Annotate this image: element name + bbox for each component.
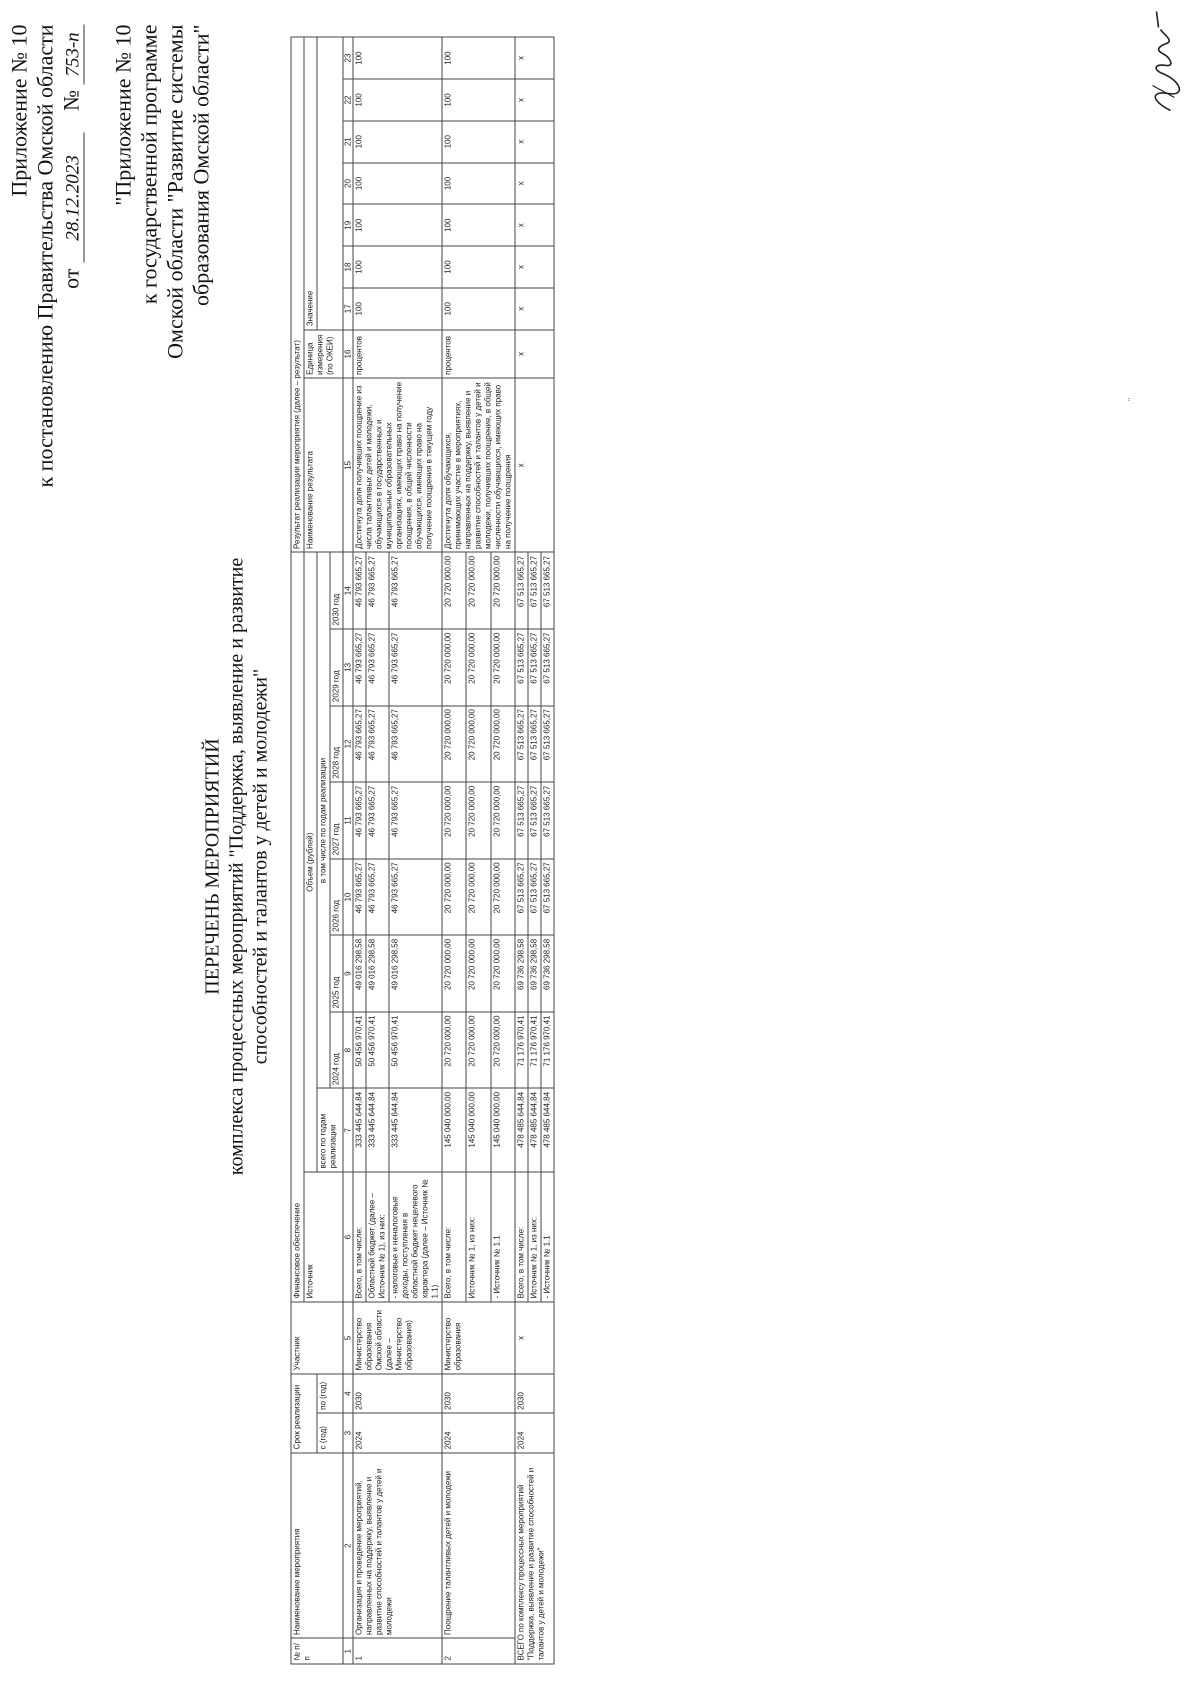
to-program: к государственной программе xyxy=(136,24,161,305)
result-value: 100 xyxy=(353,163,442,205)
column-number: 21 xyxy=(343,121,353,163)
total-row-name: ВСЕГО по комплексу процессных мероприятий "Поддержка, выявление и развитие способностей и талантов у детей и молодежи" xyxy=(515,1453,554,1664)
title-line-3: способностей и талантов у детей и молодежи" xyxy=(249,668,271,1065)
year-header: 2029 год xyxy=(330,629,343,706)
finance-source: Источник № 1, из них: xyxy=(466,1172,490,1302)
term-to: 2030 xyxy=(353,1374,442,1413)
col-name-header: Наименование мероприятия xyxy=(291,1453,343,1639)
finance-year-value: 49 016 298,58 xyxy=(389,935,442,1012)
result-value: х xyxy=(515,121,554,163)
finance-source: - налоговые и неналоговые доходы, поступления в областной бюджет нецелевого характера (далее – Источник № 1.1) xyxy=(389,1172,442,1302)
result-name: х xyxy=(515,378,554,552)
column-number: 13 xyxy=(343,629,353,706)
col-source-header: Источник xyxy=(304,1172,343,1302)
finance-total: 145 040 000,00 xyxy=(490,1088,514,1172)
signature-icon xyxy=(1140,6,1190,116)
finance-year-value: 67 513 665,27 xyxy=(541,629,554,706)
participant: Министерство образования xyxy=(442,1302,515,1374)
column-number: 11 xyxy=(343,782,353,859)
measure-name: Организация и проведение мероприятий, направленных на поддержку, выявление и развитие способностей и талантов у детей и молодежи xyxy=(353,1453,442,1639)
finance-total: 145 040 000,00 xyxy=(466,1088,490,1172)
result-unit: х xyxy=(515,330,554,379)
finance-year-value: 20 720 000,00 xyxy=(442,1012,466,1089)
finance-source: - Источник № 1.1 xyxy=(541,1172,554,1302)
finance-year-value: 67 513 665,27 xyxy=(515,629,528,706)
col-participant-header: Участник xyxy=(291,1302,343,1374)
finance-source: Областной бюджет (далее – Источник № 1), из них: xyxy=(366,1172,389,1302)
column-number: 2 xyxy=(343,1453,353,1639)
col-from-header: с (год) xyxy=(317,1413,343,1452)
finance-year-value: 46 793 665,27 xyxy=(353,782,366,859)
finance-year-value: 67 513 665,27 xyxy=(541,552,554,629)
result-value: 100 xyxy=(442,288,515,330)
title-line-2: комплекса процессных мероприятий "Поддержка, выявление и развитие xyxy=(225,557,247,1176)
finance-year-value: 46 793 665,27 xyxy=(366,782,389,859)
year-header: 2025 год xyxy=(330,935,343,1012)
appendix-line: Приложение № 10 xyxy=(6,24,31,197)
finance-total: 333 445 644,84 xyxy=(353,1088,366,1172)
document-title xyxy=(200,367,272,1367)
year-header: 2030 год xyxy=(330,552,343,629)
col-by-years-header: в том числе по годам реализации xyxy=(317,552,330,1088)
finance-year-value: 67 513 665,27 xyxy=(515,552,528,629)
term-from: 2024 xyxy=(353,1413,442,1452)
row-number: 1 xyxy=(353,1638,442,1664)
finance-year-value: 46 793 665,27 xyxy=(353,629,366,706)
finance-year-value: 46 793 665,27 xyxy=(389,859,442,936)
column-number: 4 xyxy=(343,1374,353,1413)
finance-year-value: 67 513 665,27 xyxy=(515,706,528,783)
finance-year-value: 67 513 665,27 xyxy=(541,782,554,859)
result-value: 100 xyxy=(442,204,515,246)
finance-year-value: 20 720 000,00 xyxy=(490,1012,514,1089)
result-value: 100 xyxy=(353,121,442,163)
result-value: 100 xyxy=(442,121,515,163)
measure-name: Поощрение талантливых детей и молодежи xyxy=(442,1453,515,1639)
result-value: х xyxy=(515,37,554,79)
year-header: 2027 год xyxy=(330,782,343,859)
finance-year-value: 71 176 970,41 xyxy=(541,1012,554,1089)
participant: Министерство образования Омской области (далее – Министерство образования) xyxy=(353,1302,442,1374)
row-number: 2 xyxy=(442,1638,515,1664)
result-value: 100 xyxy=(353,288,442,330)
column-number: 23 xyxy=(343,37,353,79)
finance-year-value: 67 513 665,27 xyxy=(528,552,541,629)
finance-year-value: 20 720 000,00 xyxy=(442,935,466,1012)
finance-year-value: 46 793 665,27 xyxy=(366,706,389,783)
finance-year-value: 20 720 000,00 xyxy=(490,706,514,783)
finance-year-value: 46 793 665,27 xyxy=(389,552,442,629)
col-result-name-header: Наименование результата xyxy=(304,378,343,552)
column-number: 3 xyxy=(343,1413,353,1452)
finance-total: 478 485 644,84 xyxy=(515,1088,528,1172)
finance-year-value: 46 793 665,27 xyxy=(353,552,366,629)
finance-year-value: 50 456 970,41 xyxy=(353,1012,366,1089)
year-header: 2026 год xyxy=(330,859,343,936)
finance-year-value: 20 720 000,00 xyxy=(466,1012,490,1089)
col-term-header: Срок реализации xyxy=(291,1374,317,1453)
finance-year-value: 67 513 665,27 xyxy=(515,859,528,936)
column-number: 18 xyxy=(343,246,353,288)
finance-year-value: 49 016 298,58 xyxy=(353,935,366,1012)
col-no-header: № п/п xyxy=(291,1638,343,1664)
result-value: х xyxy=(515,79,554,121)
col-unit-header: Единица измерения (по ОКЕИ) xyxy=(304,330,343,379)
result-unit: процентов xyxy=(442,330,515,379)
column-number: 17 xyxy=(343,288,353,330)
column-number: 19 xyxy=(343,204,353,246)
finance-year-value: 20 720 000,00 xyxy=(442,629,466,706)
finance-year-value: 20 720 000,00 xyxy=(466,706,490,783)
finance-total: 333 445 644,84 xyxy=(366,1088,389,1172)
finance-year-value: 46 793 665,27 xyxy=(353,859,366,936)
column-number: 20 xyxy=(343,163,353,205)
finance-year-value: 46 793 665,27 xyxy=(353,706,366,783)
measures-table-wrap xyxy=(290,37,554,1665)
finance-year-value: 67 513 665,27 xyxy=(528,859,541,936)
result-value: 100 xyxy=(442,79,515,121)
table-row xyxy=(353,37,366,1664)
column-number: 7 xyxy=(343,1088,353,1172)
col-volume-header: Объем (рублей) xyxy=(304,552,317,1172)
date-number-line: от 28.12.2023 № 753-п xyxy=(58,25,84,745)
finance-year-value: 20 720 000,00 xyxy=(442,552,466,629)
table-row xyxy=(442,37,466,1664)
finance-year-value: 20 720 000,00 xyxy=(466,552,490,629)
finance-source: Всего, в том числе: xyxy=(515,1172,528,1302)
col-to-header: по (год) xyxy=(317,1374,343,1413)
finance-year-value: 50 456 970,41 xyxy=(366,1012,389,1089)
result-value: х xyxy=(515,288,554,330)
finance-year-value: 50 456 970,41 xyxy=(389,1012,442,1089)
column-number: 5 xyxy=(343,1302,353,1374)
finance-year-value: 20 720 000,00 xyxy=(490,782,514,859)
resolution-date: 28.12.2023 xyxy=(63,133,84,263)
to-resolution: к постановлению Правительства Омской области xyxy=(32,24,57,488)
finance-year-value: 20 720 000,00 xyxy=(466,629,490,706)
col-total-header: всего по годам реализации xyxy=(317,1088,343,1172)
finance-year-value: 20 720 000,00 xyxy=(442,782,466,859)
finance-source: - Источник № 1.1 xyxy=(490,1172,514,1302)
finance-year-value: 49 016 298,58 xyxy=(366,935,389,1012)
finance-year-value: 46 793 665,27 xyxy=(389,629,442,706)
finance-year-value: 20 720 000,00 xyxy=(490,935,514,1012)
program-name-2: образования Омской области" xyxy=(188,24,213,306)
result-value: 100 xyxy=(353,204,442,246)
title-line-1: ПЕРЕЧЕНЬ МЕРОПРИЯТИЙ xyxy=(201,738,223,995)
finance-year-value: 71 176 970,41 xyxy=(528,1012,541,1089)
finance-year-value: 69 736 298,58 xyxy=(528,935,541,1012)
finance-year-value: 46 793 665,27 xyxy=(366,859,389,936)
finance-year-value: 46 793 665,27 xyxy=(366,552,389,629)
finance-total: 333 445 644,84 xyxy=(389,1088,442,1172)
finance-year-value: 20 720 000,00 xyxy=(466,935,490,1012)
result-unit: процентов xyxy=(353,330,442,379)
finance-year-value: 20 720 000,00 xyxy=(490,629,514,706)
finance-year-value: 20 720 000,00 xyxy=(442,706,466,783)
result-value: х xyxy=(515,204,554,246)
finance-year-value: 67 513 665,27 xyxy=(528,706,541,783)
column-number: 22 xyxy=(343,79,353,121)
program-appendix-line: "Приложение № 10 xyxy=(110,24,135,206)
year-header: 2028 год xyxy=(330,706,343,783)
column-number: 16 xyxy=(343,330,353,379)
table-row xyxy=(515,37,528,1664)
finance-total: 145 040 000,00 xyxy=(442,1088,466,1172)
column-number: 14 xyxy=(343,552,353,629)
result-value: 100 xyxy=(442,246,515,288)
finance-year-value: 67 513 665,27 xyxy=(541,859,554,936)
finance-year-value: 69 736 298,58 xyxy=(515,935,528,1012)
finance-year-value: 67 513 665,27 xyxy=(528,782,541,859)
column-number: 15 xyxy=(343,378,353,552)
column-number: 1 xyxy=(343,1638,353,1664)
finance-year-value: 67 513 665,27 xyxy=(528,629,541,706)
finance-total: 478 485 644,84 xyxy=(541,1088,554,1172)
measures-table xyxy=(290,37,554,1665)
result-value: х xyxy=(515,163,554,205)
column-number: 10 xyxy=(343,859,353,936)
appendix-header xyxy=(6,25,214,745)
col-value-header: Значение xyxy=(304,37,317,330)
finance-year-value: 67 513 665,27 xyxy=(515,782,528,859)
finance-source: Всего, в том числе: xyxy=(353,1172,366,1302)
finance-year-value: 46 793 665,27 xyxy=(366,629,389,706)
column-number: 12 xyxy=(343,706,353,783)
column-number: 6 xyxy=(343,1172,353,1302)
column-number: 9 xyxy=(343,935,353,1012)
finance-year-value: 67 513 665,27 xyxy=(541,706,554,783)
column-number: 8 xyxy=(343,1012,353,1089)
resolution-number: 753-п xyxy=(63,25,84,85)
result-value: 100 xyxy=(353,79,442,121)
finance-year-value: 46 793 665,27 xyxy=(389,782,442,859)
result-value: 100 xyxy=(442,37,515,79)
finance-source: Источник № 1, из них: xyxy=(528,1172,541,1302)
term-to: 2030 xyxy=(515,1374,554,1413)
finance-total: 478 485 644,84 xyxy=(528,1088,541,1172)
term-from: 2024 xyxy=(442,1413,515,1452)
result-name: Достигнута доля обучающихся, принимающих участие в мероприятиях, направленных на поддержку, выявление и развитие способностей и талантов у детей и молодежи, получивших поощрение, в общей численности обучающихся, имеющих право на получение поощрения xyxy=(442,378,515,552)
finance-year-value: 20 720 000,00 xyxy=(466,859,490,936)
finance-year-value: 20 720 000,00 xyxy=(442,859,466,936)
finance-year-value: 20 720 000,00 xyxy=(466,782,490,859)
program-name-1: Омской области "Развитие системы xyxy=(162,24,187,359)
result-name: Достигнута доля получивших поощрение из числа талантливых детей и молодежи, обучающихся в государственных и муниципальных образовательных организациях, имеющих право на получение поощрения, в общей численности обучающихся, имеющих право на получение поощрения в текущем году xyxy=(353,378,442,552)
end-quote-mark: " xyxy=(1126,397,1136,402)
participant: х xyxy=(515,1302,554,1374)
result-value: х xyxy=(515,246,554,288)
result-value: 100 xyxy=(353,37,442,79)
result-value: 100 xyxy=(353,246,442,288)
finance-year-value: 46 793 665,27 xyxy=(389,706,442,783)
finance-year-value: 20 720 000,00 xyxy=(490,552,514,629)
year-header: 2024 год xyxy=(330,1012,343,1089)
result-value: 100 xyxy=(442,163,515,205)
term-to: 2030 xyxy=(442,1374,515,1413)
finance-year-value: 20 720 000,00 xyxy=(490,859,514,936)
table-body xyxy=(353,37,554,1664)
term-from: 2024 xyxy=(515,1413,554,1452)
col-finance-header: Финансовое обеспечение xyxy=(291,552,304,1302)
finance-source: Всего, в том числе: xyxy=(442,1172,466,1302)
finance-year-value: 69 736 298,58 xyxy=(541,935,554,1012)
col-result-header: Результат реализации мероприятия (далее – результат) xyxy=(291,37,304,552)
finance-year-value: 71 176 970,41 xyxy=(515,1012,528,1089)
column-number-row xyxy=(343,37,353,1664)
